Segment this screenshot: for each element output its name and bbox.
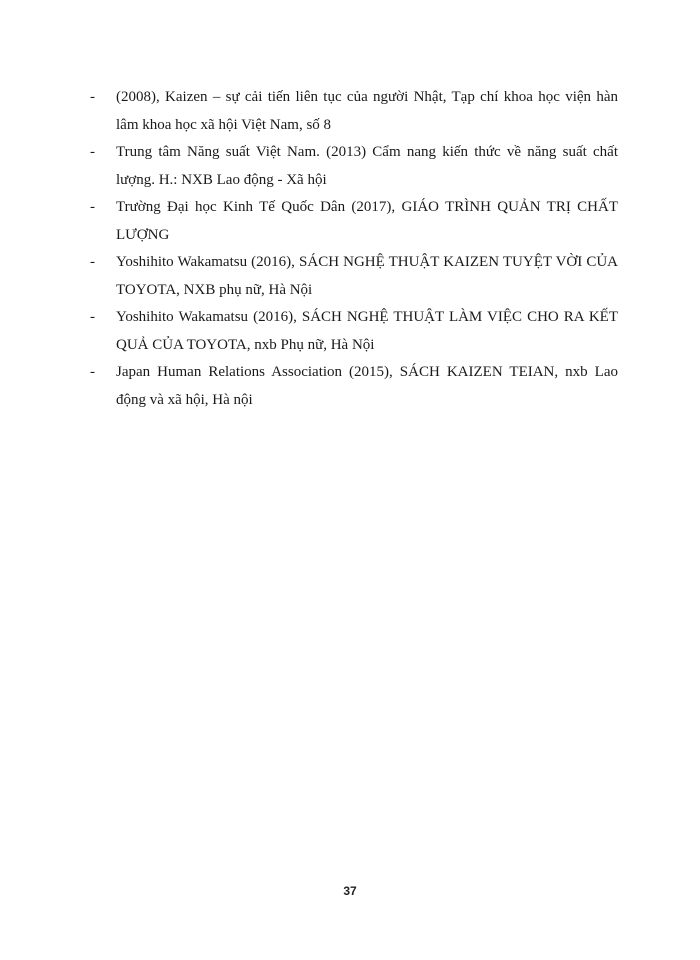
reference-text: Trung tâm Năng suất Việt Nam. (2013) Cẩm nang kiến thức về năng suất chất lượng. H.: NXB Lao động - Xã hội	[116, 144, 618, 188]
page-number: 37	[343, 884, 357, 898]
list-dash-marker: -	[90, 364, 95, 380]
list-dash-marker: -	[90, 199, 95, 215]
reference-item	[90, 304, 618, 359]
reference-text: (2008), Kaizen – sự cải tiến liên tục của người Nhật, Tạp chí khoa học viện hàn lâm khoa học xã hội Việt Nam, số 8	[116, 89, 618, 133]
reference-item	[90, 84, 618, 139]
list-dash-marker: -	[90, 254, 95, 270]
reference-item	[90, 359, 618, 414]
reference-item	[90, 139, 618, 194]
reference-item	[90, 249, 618, 304]
reference-item	[90, 194, 618, 249]
list-dash-marker: -	[90, 309, 95, 325]
reference-text: Trường Đại học Kinh Tế Quốc Dân (2017), GIÁO TRÌNH QUẢN TRỊ CHẤT LƯỢNG	[116, 199, 618, 243]
reference-text: Japan Human Relations Association (2015), SÁCH KAIZEN TEIAN, nxb Lao động và xã hội, Hà nội	[116, 364, 618, 408]
reference-text: Yoshihito Wakamatsu (2016), SÁCH NGHỆ THUẬT LÀM VIỆC CHO RA KẾT QUẢ CỦA TOYOTA, nxb Phụ nữ, Hà Nội	[116, 309, 618, 353]
list-dash-marker: -	[90, 89, 95, 105]
reference-text: Yoshihito Wakamatsu (2016), SÁCH NGHỆ THUẬT KAIZEN TUYỆT VỜI CỦA TOYOTA, NXB phụ nữ, Hà Nội	[116, 254, 618, 298]
reference-list	[90, 84, 618, 414]
list-dash-marker: -	[90, 144, 95, 160]
